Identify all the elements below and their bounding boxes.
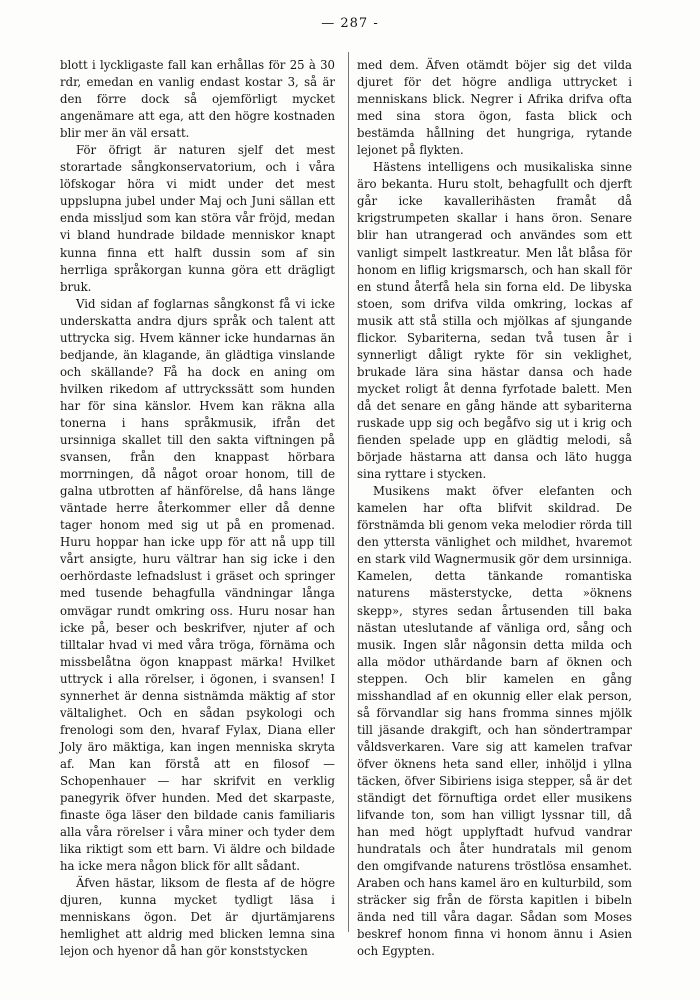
page-number: — 287 -	[321, 16, 379, 31]
paragraph: med dem. Äfven otämdt böjer sig det vilda djuret för det högre andliga uttrycket i menniskans blick. Negrer i Afrika drifva ofta med sina stora ögon, fasta blick och bestämda hållning det hungriga, rytande lejonet på flykten.	[357, 58, 632, 158]
paragraph: Vid sidan af foglarnas sångkonst få vi icke underskatta andra djurs språk och talent att uttrycka sig. Hvem känner icke hundarnas än bedjande, än klagande, än glädtiga vinslande och skällande? Få ha dock en aning om hvilken rikedom af uttryckssätt som hunden har för sina känslor. Hvem kan räkna alla tonerna i hans språkmusik, ifrån det ursinniga skallet till den sakta viftningen på svansen, från den knappast hörbara morrningen, då något oroar honom, till de galna utbrotten af hänförelse, då hans länge väntade herre återkommer eller då denne tager honom med sig ut på en promenad. Huru hoppar han icke upp för att nå upp till vårt ansigte, huru vältrar han sig icke i den oerhördaste lefnadslust i gräset och springer med tusende behagfulla vändningar långa omvägar rundt omkring oss. Huru nosar han icke på, beser och beskrifver, njuter af och tilltalar hvad vi med våra tröga, förnäma och missbelåtna ögon knappast märka! Hvilket uttryck i alla rörelser, i ögonen, i svansen! I synnerhet är denna sistnämda mäktig af stor vältalighet. Och en sådan psykologi och frenologi som den, hvaraf Fylax, Diana eller Joly äro mäktiga, kan ingen menniska skryta af. Man kan förstå att en filosof — Schopenhauer — har skrifvit en verklig panegyrik öfver hunden. Med det skarpaste, finaste öga läser den bildade canis familiaris alla våra rörelser i våra miner och tyder dem lika riktigt som ett barn. Vi äldre och bildade ha icke mera någon blick för allt sådant.	[60, 296, 335, 874]
paragraph: Äfven hästar, liksom de flesta af de högre djuren, kunna mycket tydligt läsa i menniskans ögon. Det är djurtämjarens hemlighet att aldrig med blicken lemna sina lejon och hyenor då han gör konststycken	[60, 876, 335, 959]
paragraph: Hästens intelligens och musikaliska sinne äro bekanta. Huru stolt, behagfullt och djerft går icke kavallerihästen framåt då krigstrumpeten skallar i hans öron. Senare blir han utrangerad och användes som ett vanligt simpelt lastkreatur. Men låt blåsa för honom en liflig krigsmarsch, och han skall för en stund återfå hela sin forna eld. De libyska stoen, som drifva vilda omkring, lockas af musik att stå stilla och mjölkas af sjungande flickor. Sybariterna, sedan två tusen år i synnerligt dåligt rykte för sin veklighet, brukade lära sina hästar dansa och hade mycket roligt åt denna fyrfotade balett. Men då det senare en gång hände att sybariterna ruskade upp sig och begåfvo sig ut i krig och fienden spelade upp en glädtig melodi, så började hästarna att dansa och läto hugga sina ryttare i stycken.	[357, 160, 632, 482]
paragraph: För öfrigt är naturen sjelf det mest storartade sångkonservatorium, och i våra löfskogar höra vi midt under det mest uppslupna jubel under Maj och Juni sällan ett enda missljud som kan störa vår fröjd, medan vi bland hundrade bildade menniskor knapt kunna finna ett halft dussin som af sin herrliga språkorgan kunna göra ett drägligt bruk.	[60, 143, 335, 294]
right-column	[357, 57, 632, 960]
paragraph: Musikens makt öfver elefanten och kamelen har ofta blifvit skildrad. De förstnämda bli genom veka melodier rörda till den yttersta vänlighet och mildhet, hvaremot en stark vild Wagnermusik gör dem ursinniga. Kamelen, detta tänkande romantiska naturens mästerstycke, detta »öknens skepp», styres sedan årtusenden till baka nästan uteslutande af vänliga ord, sång och musik. Ingen slår någonsin detta milda och alla mödor uthärdande barn af öknen och steppen. Och blir kamelen en gång misshandlad af en okunnig eller elak person, så förvandlar sig hans fromma sinnes mjölk till jäsande drakgift, och han söndertrampar våldsverkaren. Vare sig att kamelen trafvar öfver öknens heta sand eller, inhöljd i yllna täcken, öfver Sibiriens isiga stepper, så är det ständigt det förnuftiga ordet eller musikens lifvande ton, som han villigt lyssnar till, då han med högt upplyftadt hufvud vandrar hundratals och åter hundratals mil genom den omgifvande naturens tröstlösa ensamhet. Araben och hans kamel äro en kulturbild, som sträcker sig från de första kapitlen i bibeln ända ned till våra dagar. Sådan som Moses beskref honom finna vi honom ännu i Asien och Egypten.	[357, 484, 632, 959]
left-column	[60, 57, 335, 960]
column-divider	[348, 52, 349, 932]
paragraph: blott i lyckligaste fall kan erhållas för 25 à 30 rdr, emedan en vanlig endast kostar 3, så är den förre dock så ojemförligt mycket angenämare att ega, att den högre kostnaden blir mer än väl ersatt.	[60, 58, 335, 141]
